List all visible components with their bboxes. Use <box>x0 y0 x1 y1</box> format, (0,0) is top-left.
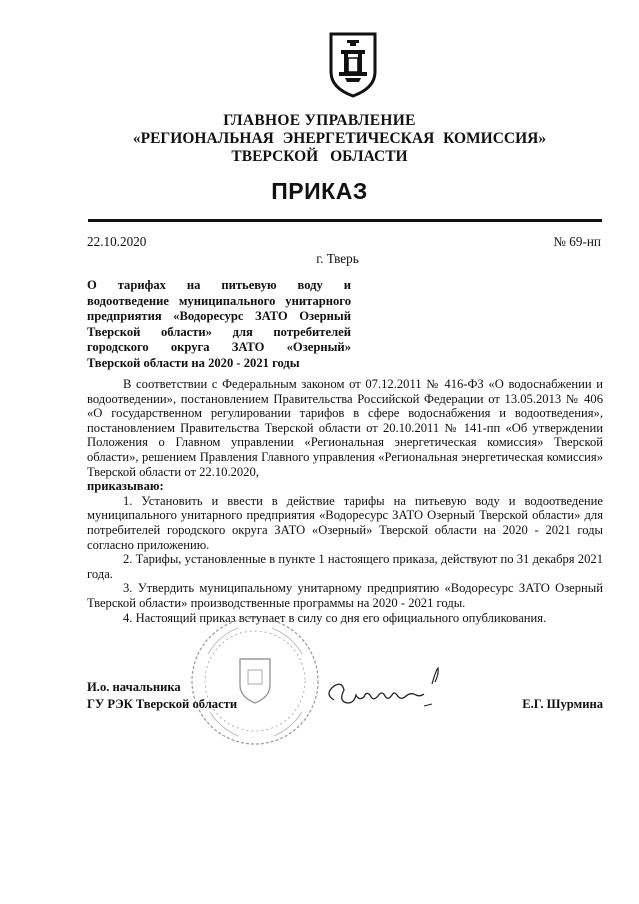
subject-line: Тверской области» для потребителей <box>87 324 351 339</box>
authority-name-line-2: «РЕГИОНАЛЬНАЯ ЭНЕРГЕТИЧЕСКАЯ КОМИССИЯ» <box>132 130 547 147</box>
order-keyword: приказываю: <box>87 479 164 494</box>
preamble-paragraph: В соответствии с Федеральным законом от 07.12.2011 № 416-ФЗ «О водоснабжении и водоотведении», постановлением Правительства Российской Федерации от 13.05.2013 № 406 «О государственном регулировании тарифов в сфере водоснабжения и водоотведения», постановлением Правительства Тверской области от 20.10.2011 № 141-пп «Об утверждении Положения о Главном управлении «Региональная энергетическая комиссия» Тверской области», решением Правления Главного управления «Региональная энергетическая комиссия» Тверской области от 22.10.2020, <box>87 377 603 479</box>
signer-title <box>87 679 237 713</box>
signer-title-line-2: ГУ РЭК Тверской области <box>87 697 238 711</box>
order-item-2: 2. Тарифы, установленные в пункте 1 настоящего приказа, действуют по 31 декабря 2021 года. <box>87 552 603 581</box>
order-item-3: 3. Утвердить муниципальному унитарному предприятию «Водоресурс ЗАТО Озерный Тверской области» производственные программы на 2020 - 2021 годы. <box>87 581 603 610</box>
subject-line: водоотведение муниципального унитарного <box>87 293 351 308</box>
subject-line: Тверской области на 2020 - 2021 годы <box>87 355 300 370</box>
authority-name-line-1: ГЛАВНОЕ УПРАВЛЕНИЕ <box>223 112 416 129</box>
subject-line: О тарифах на питьевую воду и <box>87 278 351 292</box>
order-item-4: 4. Настоящий приказ вступает в силу со дня его официального опубликования. <box>123 610 547 625</box>
document-type-title: ПРИКАЗ <box>271 178 368 204</box>
header-divider <box>88 219 602 222</box>
document-subject <box>87 278 351 371</box>
handwritten-signature-icon <box>322 664 452 719</box>
signer-title-line-1: И.о. начальника <box>87 680 181 694</box>
subject-line: предприятия «Водоресурс ЗАТО Озерный <box>87 309 351 323</box>
document-city: г. Тверь <box>316 251 359 266</box>
signer-name: Е.Г. Шурмина <box>522 697 603 711</box>
document-number: № 69-нп <box>553 234 601 249</box>
document-date: 22.10.2020 <box>87 234 147 249</box>
coat-of-arms-icon <box>327 30 379 98</box>
order-item-1: 1. Установить и ввести в действие тарифы на питьевую воду и водоотведение муниципального унитарного предприятия «Водоресурс ЗАТО Озерный Тверской области» для потребителей городского округа ЗАТО «Озерный» Тверской области на 2020 - 2021 годы согласно приложению. <box>87 493 603 552</box>
document-body <box>87 377 603 625</box>
authority-name-line-3: ТВЕРСКОЙ ОБЛАСТИ <box>231 148 408 165</box>
subject-line: городского округа ЗАТО «Озерный» <box>87 340 351 354</box>
